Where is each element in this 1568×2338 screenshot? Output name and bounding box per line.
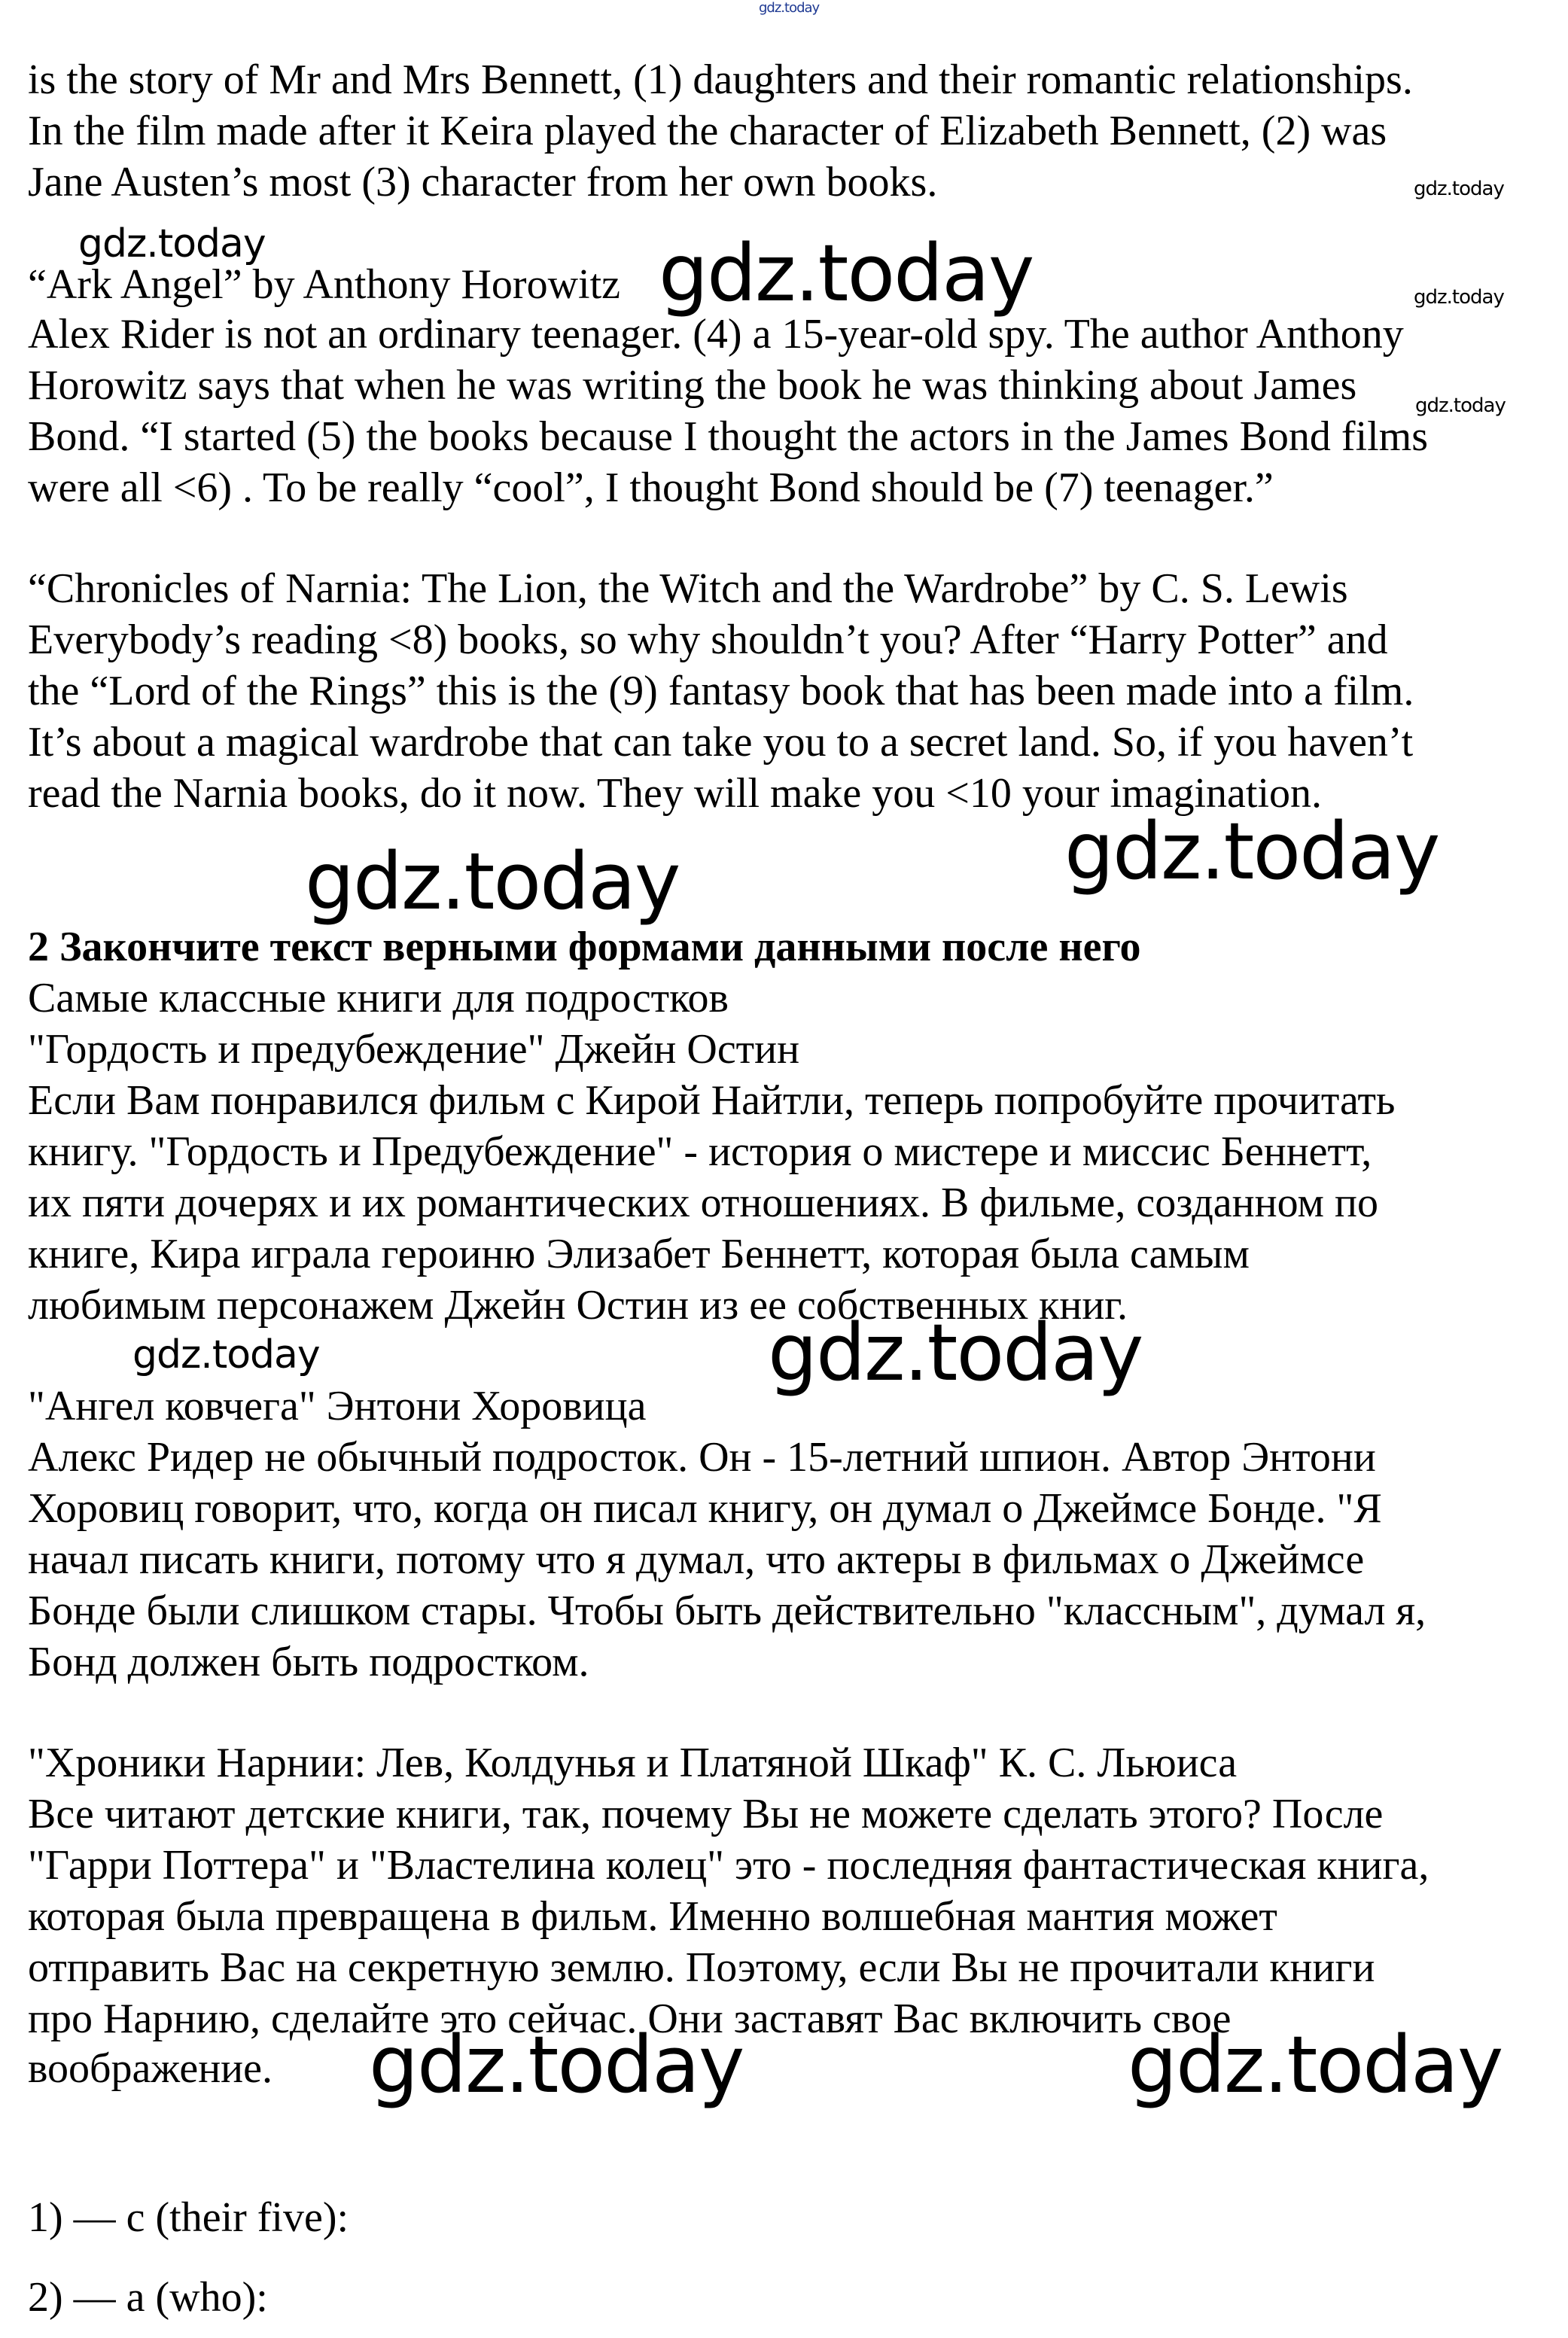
watermark: gdz.today bbox=[369, 2019, 744, 2111]
english-line-8: were all <6) . To be really “cool”, I thought Bond should be (7) teenager.” bbox=[28, 464, 1274, 511]
task2-line-1: Самые классные книги для подростков bbox=[28, 975, 729, 1021]
watermark: gdz.today bbox=[305, 836, 680, 927]
task2-line-12: Бонде были слишком стары. Чтобы быть действительно "классным", думал я, bbox=[28, 1588, 1426, 1634]
watermark: gdz.today bbox=[1414, 286, 1504, 309]
task2-line-5: их пяти дочерях и их романтических отношениях. В фильме, созданном по bbox=[28, 1180, 1378, 1226]
english-line-9: “Chronicles of Narnia: The Lion, the Witch and the Wardrobe” by C. S. Lewis bbox=[28, 565, 1348, 612]
english-line-13: read the Narnia books, do it now. They will make you <10 your imagination. bbox=[28, 770, 1323, 817]
answer-1: 1) — с (their five): bbox=[28, 2194, 349, 2241]
english-line-2: In the film made after it Keira played the character of Elizabeth Bennett, (2) was bbox=[28, 108, 1387, 154]
task2-line-11: начал писать книги, потому что я думал, что актеры в фильмах о Джеймсе bbox=[28, 1536, 1365, 1583]
watermark: gdz.today bbox=[659, 227, 1034, 319]
watermark: gdz.today bbox=[78, 221, 266, 266]
task2-line-20: воображение. bbox=[28, 2045, 273, 2092]
watermark: gdz.today bbox=[1415, 394, 1506, 417]
task2-line-17: которая была превращена в фильм. Именно волшебная мантия может bbox=[28, 1893, 1277, 1940]
task2-line-8: "Ангел ковчега" Энтони Хоровица bbox=[28, 1383, 647, 1429]
english-line-5: Alex Rider is not an ordinary teenager. (4) a 15-year-old spy. The author Anthony bbox=[28, 311, 1404, 358]
task2-line-2: "Гордость и предубеждение" Джейн Остин bbox=[28, 1026, 800, 1073]
english-line-7: Bond. “I started (5) the books because I thought the actors in the James Bond films bbox=[28, 413, 1429, 460]
task2-line-19: про Нарнию, сделайте это сейчас. Они заставят Вас включить свое bbox=[28, 1996, 1232, 2042]
english-line-6: Horowitz says that when he was writing the book he was thinking about James bbox=[28, 362, 1357, 409]
task2-heading: 2 Закончите текст верными формами данными после него bbox=[28, 924, 1141, 970]
watermark: gdz.today bbox=[1128, 2019, 1503, 2111]
task2-line-7: любимым персонажем Джейн Остин из ее собственных книг. bbox=[28, 1282, 1128, 1329]
english-line-12: It’s about a magical wardrobe that can take you to a secret land. So, if you haven’t bbox=[28, 719, 1414, 766]
task2-line-14: "Хроники Нарнии: Лев, Колдунья и Платяной Шкаф" К. С. Льюиса bbox=[28, 1740, 1238, 1786]
answer-2: 2) — a (who): bbox=[28, 2274, 268, 2321]
task2-line-9: Алекс Ридер не обычный подросток. Он - 15-летний шпион. Автор Энтони bbox=[28, 1434, 1376, 1481]
task2-line-13: Бонд должен быть подростком. bbox=[28, 1639, 589, 1685]
english-line-3: Jane Austen’s most (3) character from her own books. bbox=[28, 159, 938, 205]
task2-line-16: "Гарри Поттера" и "Властелина колец" это - последняя фантастическая книга, bbox=[28, 1842, 1429, 1889]
watermark: gdz.today bbox=[1064, 805, 1439, 897]
english-line-1: is the story of Mr and Mrs Bennett, (1) daughters and their romantic relationships. bbox=[28, 56, 1413, 103]
task2-line-10: Хоровиц говорит, что, когда он писал книгу, он думал о Джеймсе Бонде. "Я bbox=[28, 1485, 1382, 1532]
english-line-10: Everybody’s reading <8) books, so why shouldn’t you? After “Harry Potter” and bbox=[28, 616, 1388, 663]
task2-line-18: отправить Вас на секретную землю. Поэтому, если Вы не прочитали книги bbox=[28, 1944, 1375, 1991]
task2-line-6: книге, Кира играла героиню Элизабет Беннетт, которая была самым bbox=[28, 1231, 1250, 1277]
watermark: gdz.today bbox=[768, 1307, 1143, 1399]
english-line-11: the “Lord of the Rings” this is the (9) fantasy book that has been made into a film. bbox=[28, 668, 1414, 714]
task2-line-3: Если Вам понравился фильм с Кирой Найтли, теперь попробуйте прочитать bbox=[28, 1077, 1396, 1124]
english-line-4: “Ark Angel” by Anthony Horowitz bbox=[28, 261, 620, 308]
task2-line-4: книгу. "Гордость и Предубеждение" - история о мистере и миссис Беннетт, bbox=[28, 1128, 1372, 1175]
watermark: gdz.today bbox=[1414, 178, 1504, 200]
watermark-top: gdz.today bbox=[759, 0, 820, 16]
task2-line-15: Все читают детские книги, так, почему Вы не можете сделать этого? После bbox=[28, 1791, 1384, 1837]
watermark: gdz.today bbox=[132, 1332, 320, 1378]
